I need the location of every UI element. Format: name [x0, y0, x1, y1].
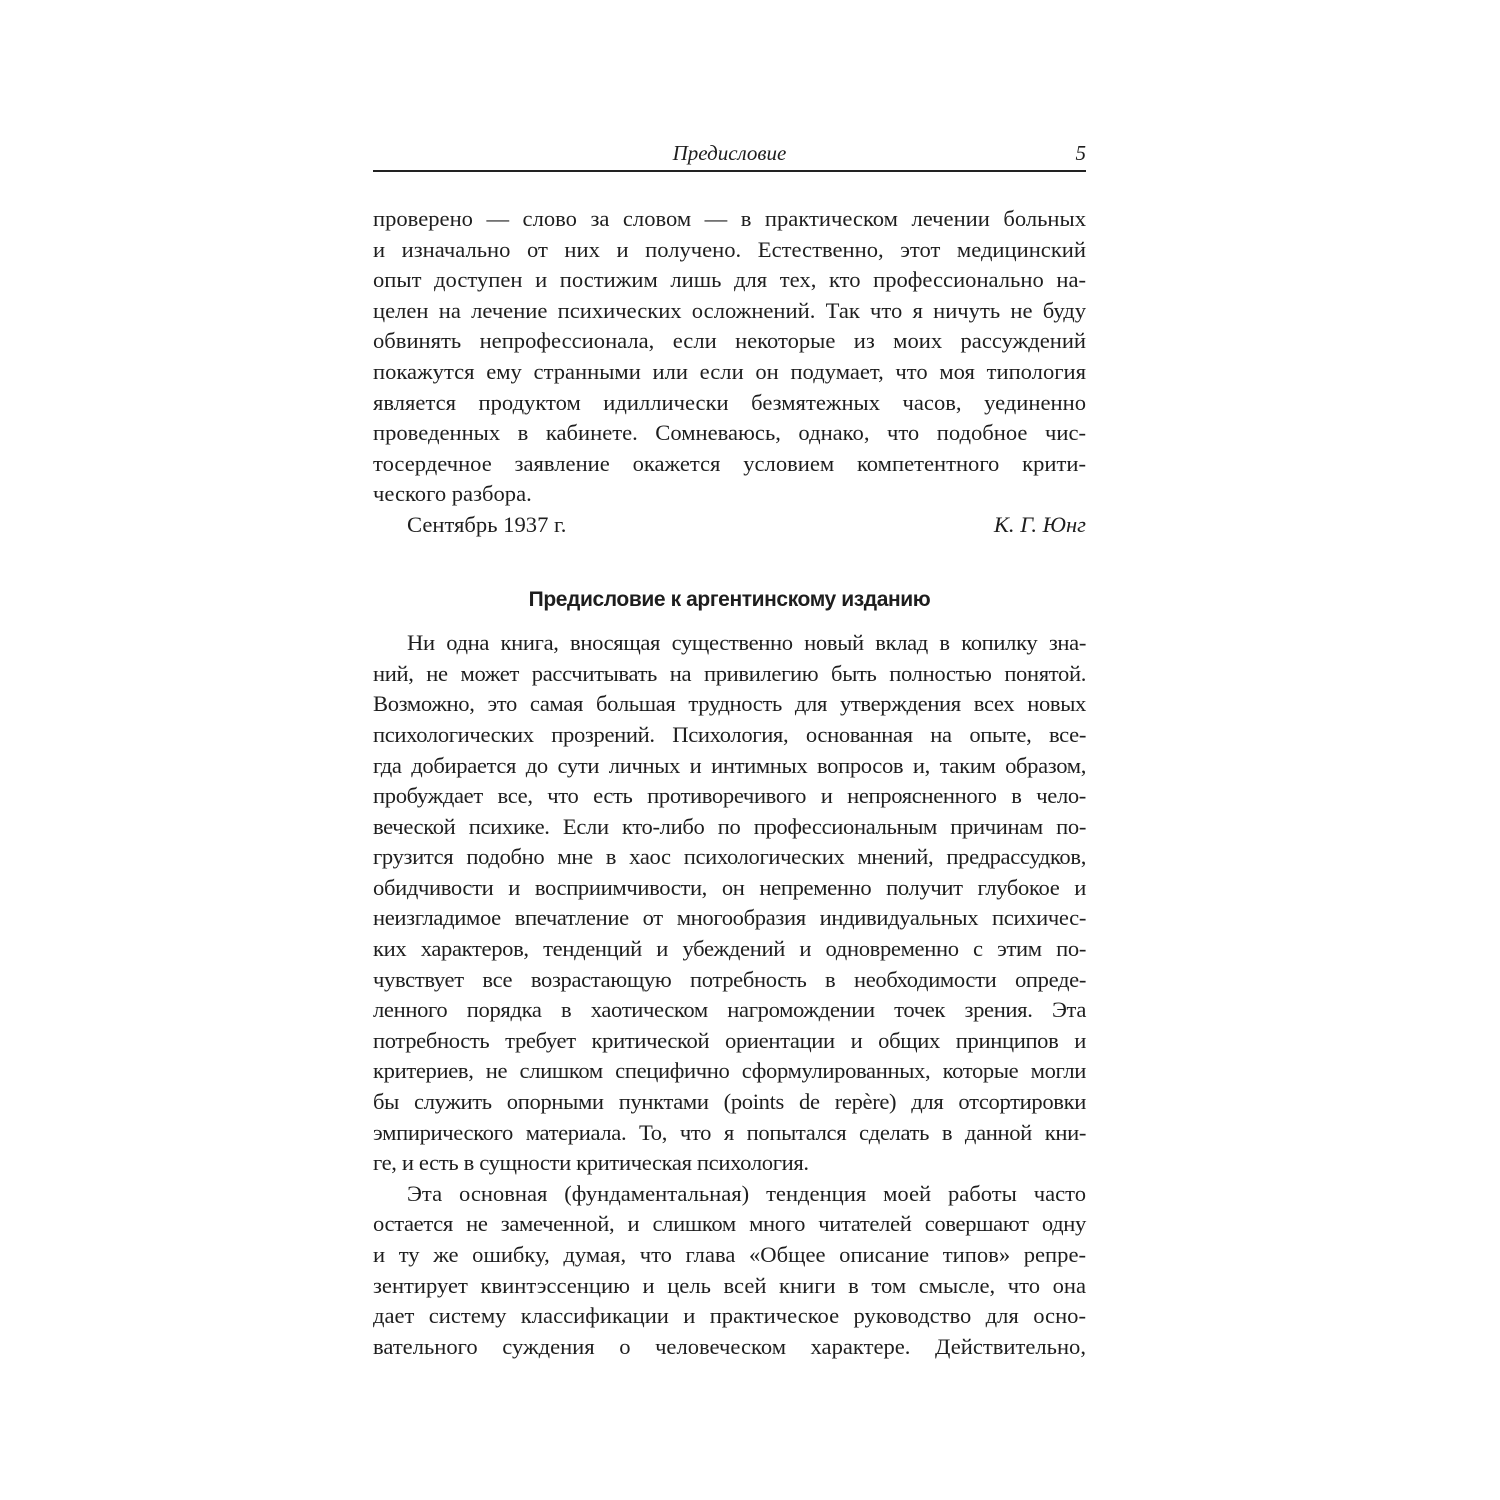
- text-line: ге, и есть в сущности критическая психология.: [373, 1150, 809, 1176]
- text-line: ческого разбора.: [373, 481, 532, 507]
- text-line: психологических прозрений. Психология, основанная на опыте, все-: [373, 721, 1086, 747]
- text-line: обидчивости и восприимчивости, он непременно получит глубокое и: [373, 874, 1086, 900]
- text-line: покажутся ему странными или если он подумает, что моя типология: [373, 358, 1086, 384]
- text-line: и изначально от них и получено. Естественно, этот медицинский: [373, 236, 1086, 262]
- text-line: опыт доступен и постижим лишь для тех, кто профессионально на-: [373, 267, 1086, 293]
- section-paragraph-1: [373, 628, 1086, 1179]
- text-line: тосердечное заявление окажется условием компетентного крити-: [373, 450, 1086, 476]
- text-line: целен на лечение психических осложнений. Так что я ничуть не буду: [373, 297, 1086, 323]
- running-header: [373, 140, 1086, 172]
- section-paragraph-2: [373, 1179, 1086, 1363]
- text-line: Возможно, это самая большая трудность для утверждения всех новых: [373, 691, 1086, 717]
- text-line: неизгладимое впечатление от многообразия индивидуальных психичес-: [373, 905, 1086, 931]
- text-line: и ту же ошибку, думая, что глава «Общее описание типов» репре-: [373, 1242, 1086, 1267]
- text-line: потребность требует критической ориентации и общих принципов и: [373, 1027, 1086, 1053]
- text-line: чувствует все возрастающую потребность в необходимости опреде-: [373, 966, 1086, 992]
- text-line: ленного порядка в хаотическом нагромождении точек зрения. Эта: [373, 997, 1086, 1023]
- text-line: остается не замеченной, и слишком много читателей совершают одну: [373, 1211, 1086, 1237]
- text-line: вательного суждения о человеческом характере. Действительно,: [373, 1333, 1086, 1359]
- text-line: проведенных в кабинете. Сомневаюсь, однако, что подобное чис-: [373, 420, 1086, 446]
- text-line: гда добирается до сути личных и интимных вопросов и, таким образом,: [373, 752, 1086, 778]
- signature-date: Сентябрь 1937 г.: [407, 511, 567, 537]
- text-line: дает систему классификации и практическое руководство для осно-: [373, 1303, 1086, 1329]
- text-line: Эта основная (фундаментальная) тенденция моей работы часто: [407, 1180, 1086, 1206]
- text-line: грузится подобно мне в хаос психологических мнений, предрассудков,: [373, 844, 1086, 870]
- text-line: обвинять непрофессионала, если некоторые из моих рассуждений: [373, 328, 1086, 354]
- text-line: эмпирического материала. То, что я попытался сделать в данной кни-: [373, 1119, 1086, 1145]
- text-line: Ни одна книга, вносящая существенно новый вклад в копилку зна-: [407, 630, 1086, 656]
- page-body: [373, 204, 1086, 1362]
- text-line: критериев, не слишком специфично сформулированных, которые могли: [373, 1058, 1086, 1084]
- signature-author: К. Г. Юнг: [993, 511, 1086, 537]
- text-line: ний, не может рассчитывать на привилегию быть полностью понятой.: [373, 660, 1086, 686]
- intro-paragraph: [373, 204, 1086, 510]
- text-line: ких характеров, тенденций и убеждений и одновременно с этим по-: [373, 936, 1086, 962]
- section-heading: Предисловие к аргентинскому изданию: [528, 587, 931, 611]
- text-line: является продуктом идиллически безмятежных часов, уединенно: [373, 389, 1086, 415]
- signature-row: [373, 510, 1086, 541]
- book-page: [373, 140, 1086, 1362]
- text-line: бы служить опорными пунктами (points de repère) для отсортировки: [373, 1089, 1086, 1115]
- page-number: 5: [1075, 141, 1086, 165]
- text-line: проверено — слово за словом — в практическом лечении больных: [373, 206, 1086, 231]
- text-line: зентирует квинтэссенцию и цель всей книги в том смысле, что она: [373, 1272, 1086, 1298]
- text-line: пробуждает все, что есть противоречивого и непроясненного в чело-: [373, 783, 1086, 809]
- text-line: веческой психике. Если кто-либо по профессиональным причинам по-: [373, 813, 1086, 839]
- running-header-title: Предисловие: [672, 141, 787, 165]
